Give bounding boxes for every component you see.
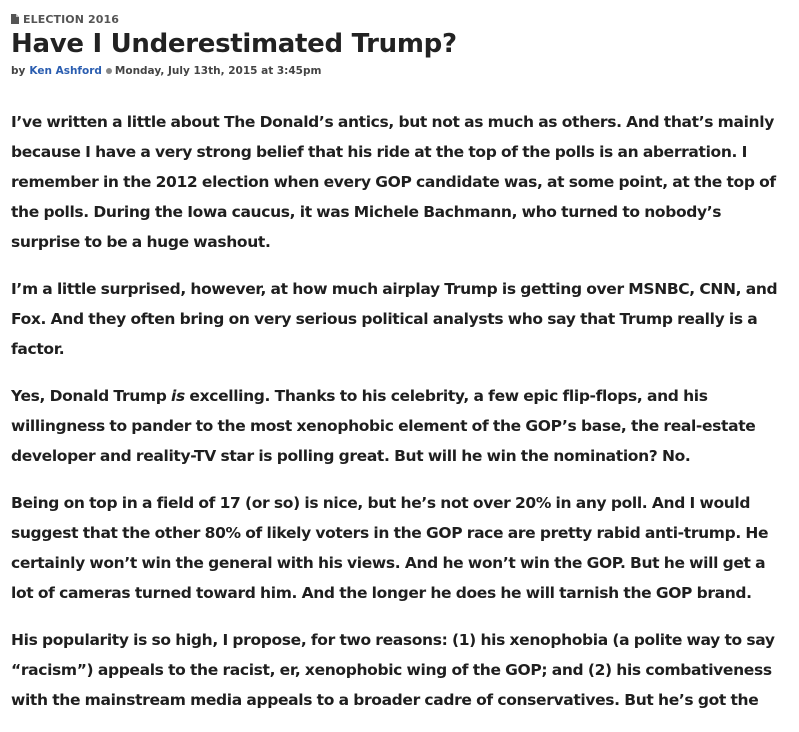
post-date: Monday, July 13th, 2015 at 3:45pm (114, 65, 322, 77)
paragraph-3-emphasis: is (171, 387, 185, 405)
separator-dot (106, 68, 112, 74)
paragraph-3 (11, 381, 791, 471)
post-meta (11, 65, 791, 77)
paragraph-5: His popularity is so high, I propose, for two reasons: (1) his xenophobia (a polite way to say “racism”) appeals to the racist, er, xenophobic wing of the GOP; and (2) his combativeness with the mainstream media appeals to a broader cadre of conservatives. But he’s got the (11, 631, 775, 709)
paragraph-3-start: Yes, Donald Trump (11, 387, 172, 405)
paragraph-1: I’ve written a little about The Donald’s antics, but not as much as others. And that’s mainly because I have a very strong belief that his ride at the top of the polls is an aberration. I remember in the 2012 election when every GOP candidate was, at some point, at the top of the polls. During the Iowa caucus, it was Michele Bachmann, who turned to nobody’s surprise to be a huge washout. (11, 113, 776, 251)
post-article (11, 11, 791, 732)
byline-prefix: by (11, 65, 26, 77)
post-category-row (11, 11, 791, 27)
category-link[interactable]: ELECTION 2016 (23, 12, 120, 26)
author-link[interactable]: Ken Ashford (29, 65, 102, 77)
paragraph-4: Being on top in a field of 17 (or so) is nice, but he’s not over 20% in any poll. And I would suggest that the other 80% of likely voters in the GOP race are pretty rabid anti-trump. He certainly won’t win the general with his views. And he won’t win the GOP. But he will get a lot of cameras turned toward him. And the longer he does he will tarnish the GOP brand. (11, 494, 769, 602)
paragraph-3-end: excelling. Thanks to his celebrity, a few epic flip-flops, and his willingness to pander to the most xenophobic element of the GOP’s base, the real-estate developer and reality-TV star is polling great. But will he win the nomination? No. (11, 387, 756, 465)
document-icon (11, 14, 19, 24)
paragraph-2: I’m a little surprised, however, at how much airplay Trump is getting over MSNBC, CNN, and Fox. And they often bring on very serious political analysts who say that Trump really is a factor. (11, 280, 778, 358)
post-title: Have I Underestimated Trump? (11, 29, 457, 59)
post-content (11, 107, 791, 715)
